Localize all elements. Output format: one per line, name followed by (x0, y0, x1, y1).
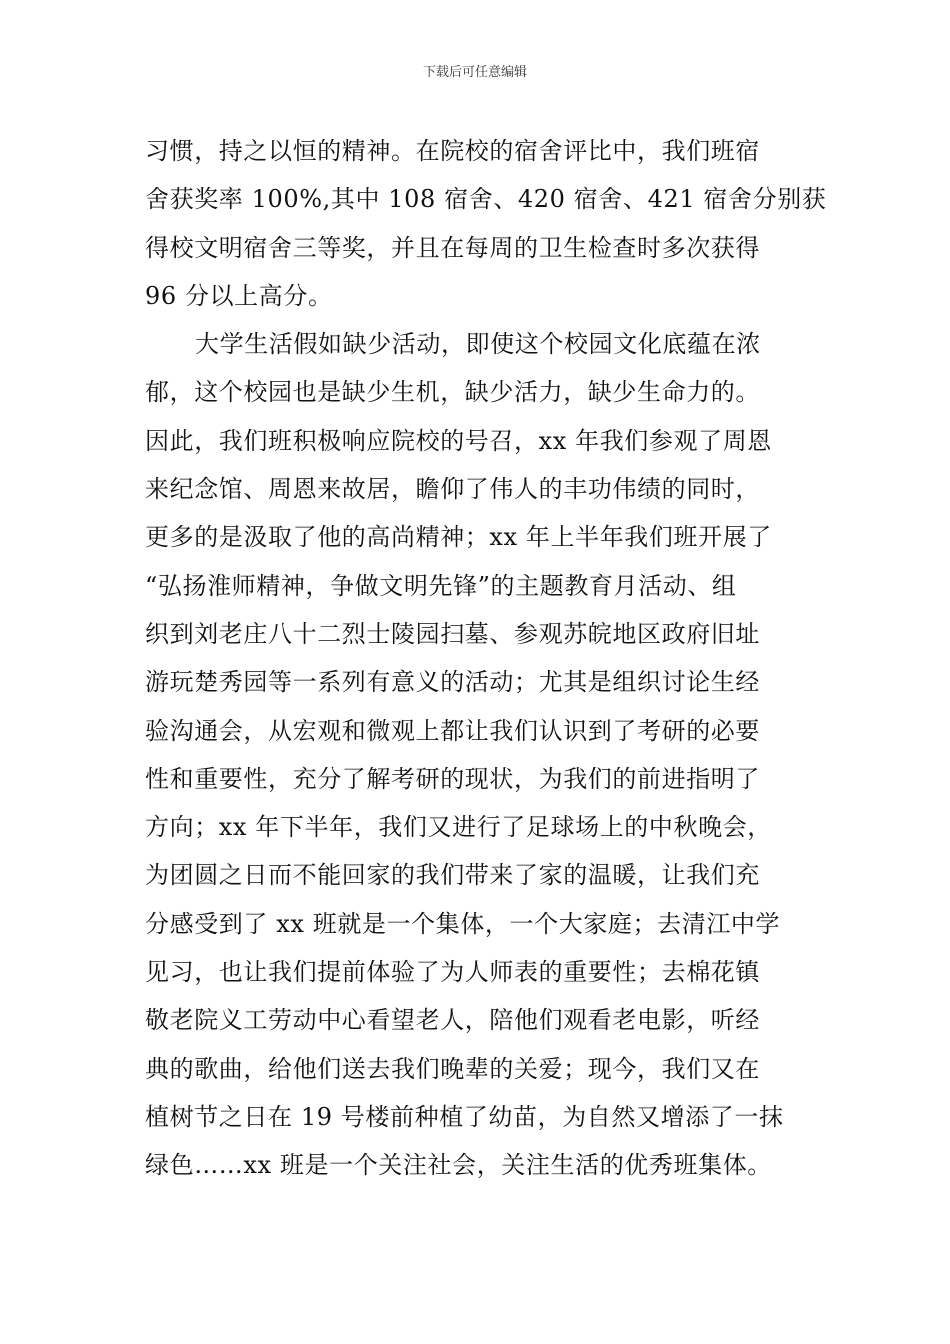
paragraph-dormitory (145, 127, 827, 320)
text-line: 敬老院义工劳动中心看望老人，陪他们观看老电影，听经 (145, 1006, 760, 1035)
text-line: 更多的是汲取了他的高尚精神；xx 年上半年我们班开展了 (145, 523, 772, 552)
text-line: 来纪念馆、周恩来故居，瞻仰了伟人的丰功伟绩的同时， (145, 475, 760, 504)
text-line: 织到刘老庄八十二烈士陵园扫墓、参观苏皖地区政府旧址 (145, 619, 760, 648)
text-line: 方向；xx 年下半年，我们又进行了足球场上的中秋晚会， (145, 813, 772, 842)
text-line: 绿色……xx 班是一个关注社会，关注生活的优秀班集体。 (145, 1151, 772, 1180)
text-line: 游玩楚秀园等一系列有意义的活动；尤其是组织讨论生经 (145, 668, 760, 697)
text-line: 验沟通会，从宏观和微观上都让我们认识到了考研的必要 (145, 716, 760, 745)
text-line: 习惯，持之以恒的精神。在院校的宿舍评比中，我们班宿 (145, 137, 760, 165)
text-line: 舍获奖率 100%,其中 108 宿舍、420 宿舍、421 宿舍分别获 (145, 185, 827, 214)
text-line: 因此，我们班积极响应院校的号召，xx 年我们参观了周恩 (145, 426, 772, 455)
text-line: 典的歌曲，给他们送去我们晚辈的关爱；现今，我们又在 (145, 1054, 760, 1083)
text-line-indented: 大学生活假如缺少活动，即使这个校园文化底蕴在浓 (195, 330, 761, 359)
text-line: 得校文明宿舍三等奖，并且在每周的卫生检查时多次获得 (145, 233, 760, 262)
text-line: “弘扬淮师精神，争做文明先锋”的主题教育月活动、组 (145, 571, 737, 600)
text-line: 见习，也让我们提前体验了为人师表的重要性；去棉花镇 (145, 958, 760, 987)
document-body (145, 127, 827, 1190)
text-line: 性和重要性，充分了解考研的现状，为我们的前进指明了 (145, 764, 760, 793)
text-line: 分感受到了 xx 班就是一个集体，一个大家庭；去清江中学 (145, 909, 781, 938)
text-line: 为团圆之日而不能回家的我们带来了家的温暖，让我们充 (145, 861, 760, 890)
text-line: 96 分以上高分。 (145, 281, 333, 310)
text-line: 植树节之日在 19 号楼前种植了幼苗，为自然又增添了一抹 (145, 1102, 784, 1131)
page-header: 下载后可任意编辑 (422, 65, 527, 80)
paragraph-activities (145, 320, 810, 1189)
text-line: 郁，这个校园也是缺少生机，缺少活力，缺少生命力的。 (145, 378, 760, 407)
